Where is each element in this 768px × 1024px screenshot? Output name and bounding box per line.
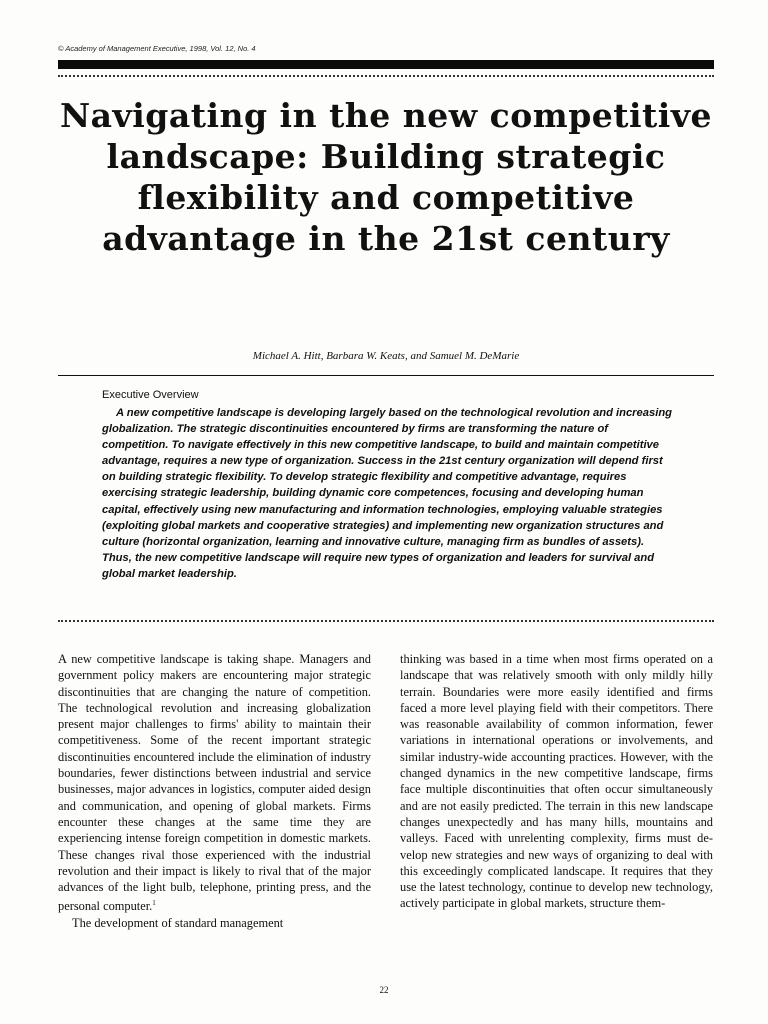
body-column-right: [400, 651, 713, 912]
article-authors: Michael A. Hitt, Barbara W. Keats, and Samuel M. DeMarie: [252, 350, 520, 362]
page-number: 22: [379, 985, 389, 995]
body-column-left: [58, 651, 371, 931]
body-paragraph-text: A new competitive landscape is taking shape. Managers and government policy makers are encountering major strategic discontinuities that are changing the nature of competition. The technological revolution and increasing globalization present major challenges to firms' ability to maintain their competitiveness. Some of the recent important strategic discontinuities encountered include the elimination of industry boundaries, fewer distinctions between industrial and service businesses, major advances in logistics, computer aided design and communication, and opening of global markets. Firms encounter these changes at the same time they are experiencing intense foreign competition in domestic markets. These changes rival those experienced with the industrial revolution and their impact is likely to rival that of the major advances of the light bulb, telephone, printing press, and the personal computer.: [58, 652, 371, 914]
body-paragraph: thinking was based in a time when most firms operated on a landscape that was relatively smooth with only mildly hilly terrain. Boundaries were more easily identified and firms faced a more level playing field with their competitors. There was reasonable availability of common information, fewer variations in international operations or involvements, and similar industry-wide accounting practices. However, with the changed dynamics in the new competitive landscape, firms face multiple discontinuities that often occur simultaneously and are not easily predicted. The terrain in this new landscape changes unexpectedly and has many hills, mountains and valleys. Faced with unrelenting complexity, firms must develop new strategies and new ways of organizing to deal with this exceedingly complicated landscape. It requires that they use the latest technology, continue to develop new technology, actively participate in global markets, structure them-: [400, 652, 713, 911]
authors-rule: [58, 375, 714, 376]
overview-heading: Executive Overview: [102, 389, 199, 401]
overview-text: A new competitive landscape is developing largely based on the technological revolution and increasing globalization. The strategic discontinuities encountered by firms are transforming the nature of competition. To navigate effectively in this new competitive landscape, to build and maintain competitive advantage, requires a new type of organization. Success in the 21st century organization will depend first on building strategic flexibility. To develop strategic flexibility and competitive advantage, requires exercising strategic leadership, building dynamic core competences, focusing and developing human capital, effectively using new manufacturing and information technologies, employing valuable strategies (exploiting global markets and cooperative strategies) and implementing new organization structures and culture (horizontal organization, learning and innovative culture, managing firm as bundles of assets). Thus, the new competitive landscape will require new types of organization and leaders for survival and global market leadership.: [102, 407, 672, 580]
body-paragraph: The development of standard management: [72, 915, 284, 930]
footnote-marker[interactable]: 1: [152, 899, 156, 908]
journal-citation: © Academy of Management Executive, 1998, Vol. 12, No. 4: [58, 44, 256, 53]
overview-dotted-divider: [58, 620, 714, 622]
header-dotted-divider: [58, 75, 714, 77]
body-paragraph: [58, 651, 371, 915]
article-title: Navigating in the new competitive landscape: Building strategic flexibility and competitive advantage in the 21st century: [60, 96, 712, 258]
header-rule: [58, 60, 714, 69]
